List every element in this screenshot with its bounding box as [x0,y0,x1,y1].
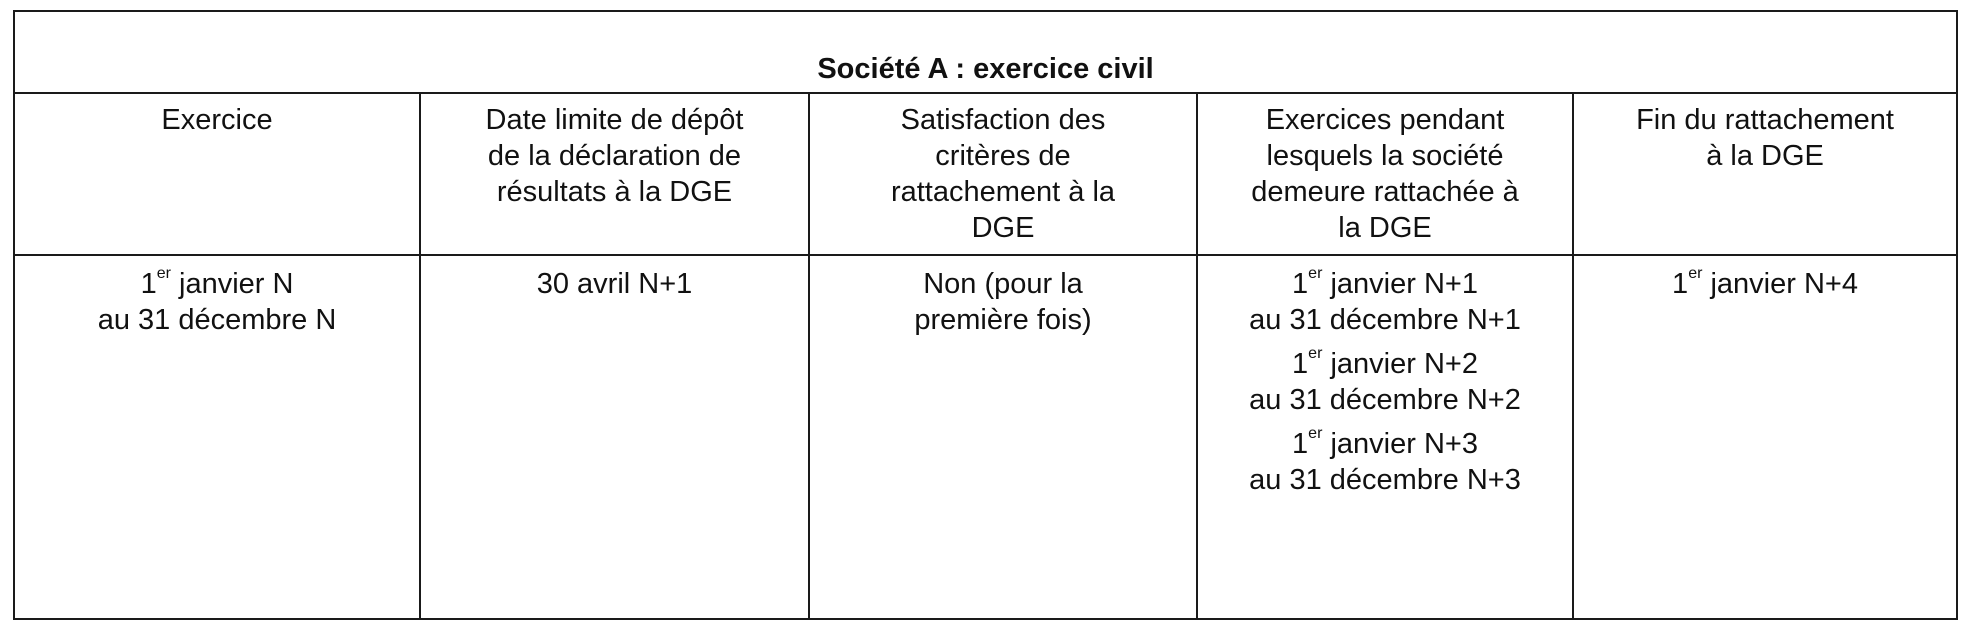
exercice-start-sup: er [156,265,171,283]
header-date-limite-line-3: résultats à la DGE [496,176,733,208]
header-satisfaction-line-3: rattachement à la [890,176,1116,208]
header-satisfaction-line-4: DGE [971,212,1035,244]
period-n1-end: au 31 décembre N+1 [1249,304,1521,336]
fin-rest: janvier N+4 [1702,268,1858,300]
period-n1-start-rest: janvier N+1 [1322,268,1478,300]
period-n3-end: au 31 décembre N+3 [1249,464,1521,496]
cell-exercice [14,255,420,619]
exercice-start-num: 1 [140,268,157,300]
date-limite-value: 30 avril N+1 [536,268,693,300]
table-title-row [14,52,1957,93]
fin-num: 1 [1672,268,1689,300]
header-fin-rattachement [1573,93,1957,255]
header-exercices-pendant-line-3: demeure rattachée à [1251,176,1519,208]
period-n3-start [1198,426,1572,462]
rattachement-table [13,10,1958,620]
exercice-start [15,266,419,302]
period-n3-start-num: 1 [1292,428,1309,460]
period-n1-start-num: 1 [1292,268,1309,300]
header-fin-rattachement-line-2: à la DGE [1706,140,1824,172]
cell-exercices-rattaches [1197,255,1573,619]
fin-sup: er [1688,265,1703,283]
period-n3-start-sup: er [1308,425,1323,443]
satisfaction-line-1: Non (pour la [923,268,1083,300]
table-header-row [14,93,1957,255]
exercice-end: au 31 décembre N [97,304,337,336]
header-exercices-pendant-line-2: lesquels la société [1266,140,1504,172]
period-n2-start-rest: janvier N+2 [1322,348,1478,380]
header-fin-rattachement-line-1: Fin du rattachement [1636,104,1894,136]
satisfaction-line-2: première fois) [914,304,1092,336]
header-exercices-pendant-line-4: la DGE [1338,212,1432,244]
period-n2-start-num: 1 [1292,348,1309,380]
fin-rattachement-value [1574,266,1956,302]
cell-fin-rattachement [1573,255,1957,619]
header-date-limite-line-2: de la déclaration de [487,140,742,172]
period-n2 [1198,346,1572,418]
period-n3 [1198,426,1572,498]
table-title: Société A : exercice civil [14,52,1957,93]
header-exercice [14,93,420,255]
period-n1-start-sup: er [1308,265,1323,283]
header-satisfaction-line-1: Satisfaction des [900,104,1106,136]
period-n2-start [1198,346,1572,382]
header-exercices-pendant [1197,93,1573,255]
table-top-spacer [14,11,1957,52]
period-n1-start [1198,266,1572,302]
header-date-limite [420,93,809,255]
table-top-spacer-cell [14,11,1957,52]
period-n3-start-rest: janvier N+3 [1322,428,1478,460]
period-n2-end: au 31 décembre N+2 [1249,384,1521,416]
period-n1 [1198,266,1572,338]
cell-date-limite [420,255,809,619]
header-satisfaction-line-2: critères de [935,140,1071,172]
table-row [14,255,1957,619]
header-exercice-line: Exercice [161,104,273,136]
period-n2-start-sup: er [1308,345,1323,363]
exercice-start-rest: janvier N [170,268,294,300]
header-date-limite-line-1: Date limite de dépôt [485,104,744,136]
header-satisfaction [809,93,1197,255]
header-exercices-pendant-line-1: Exercices pendant [1265,104,1505,136]
cell-satisfaction [809,255,1197,619]
